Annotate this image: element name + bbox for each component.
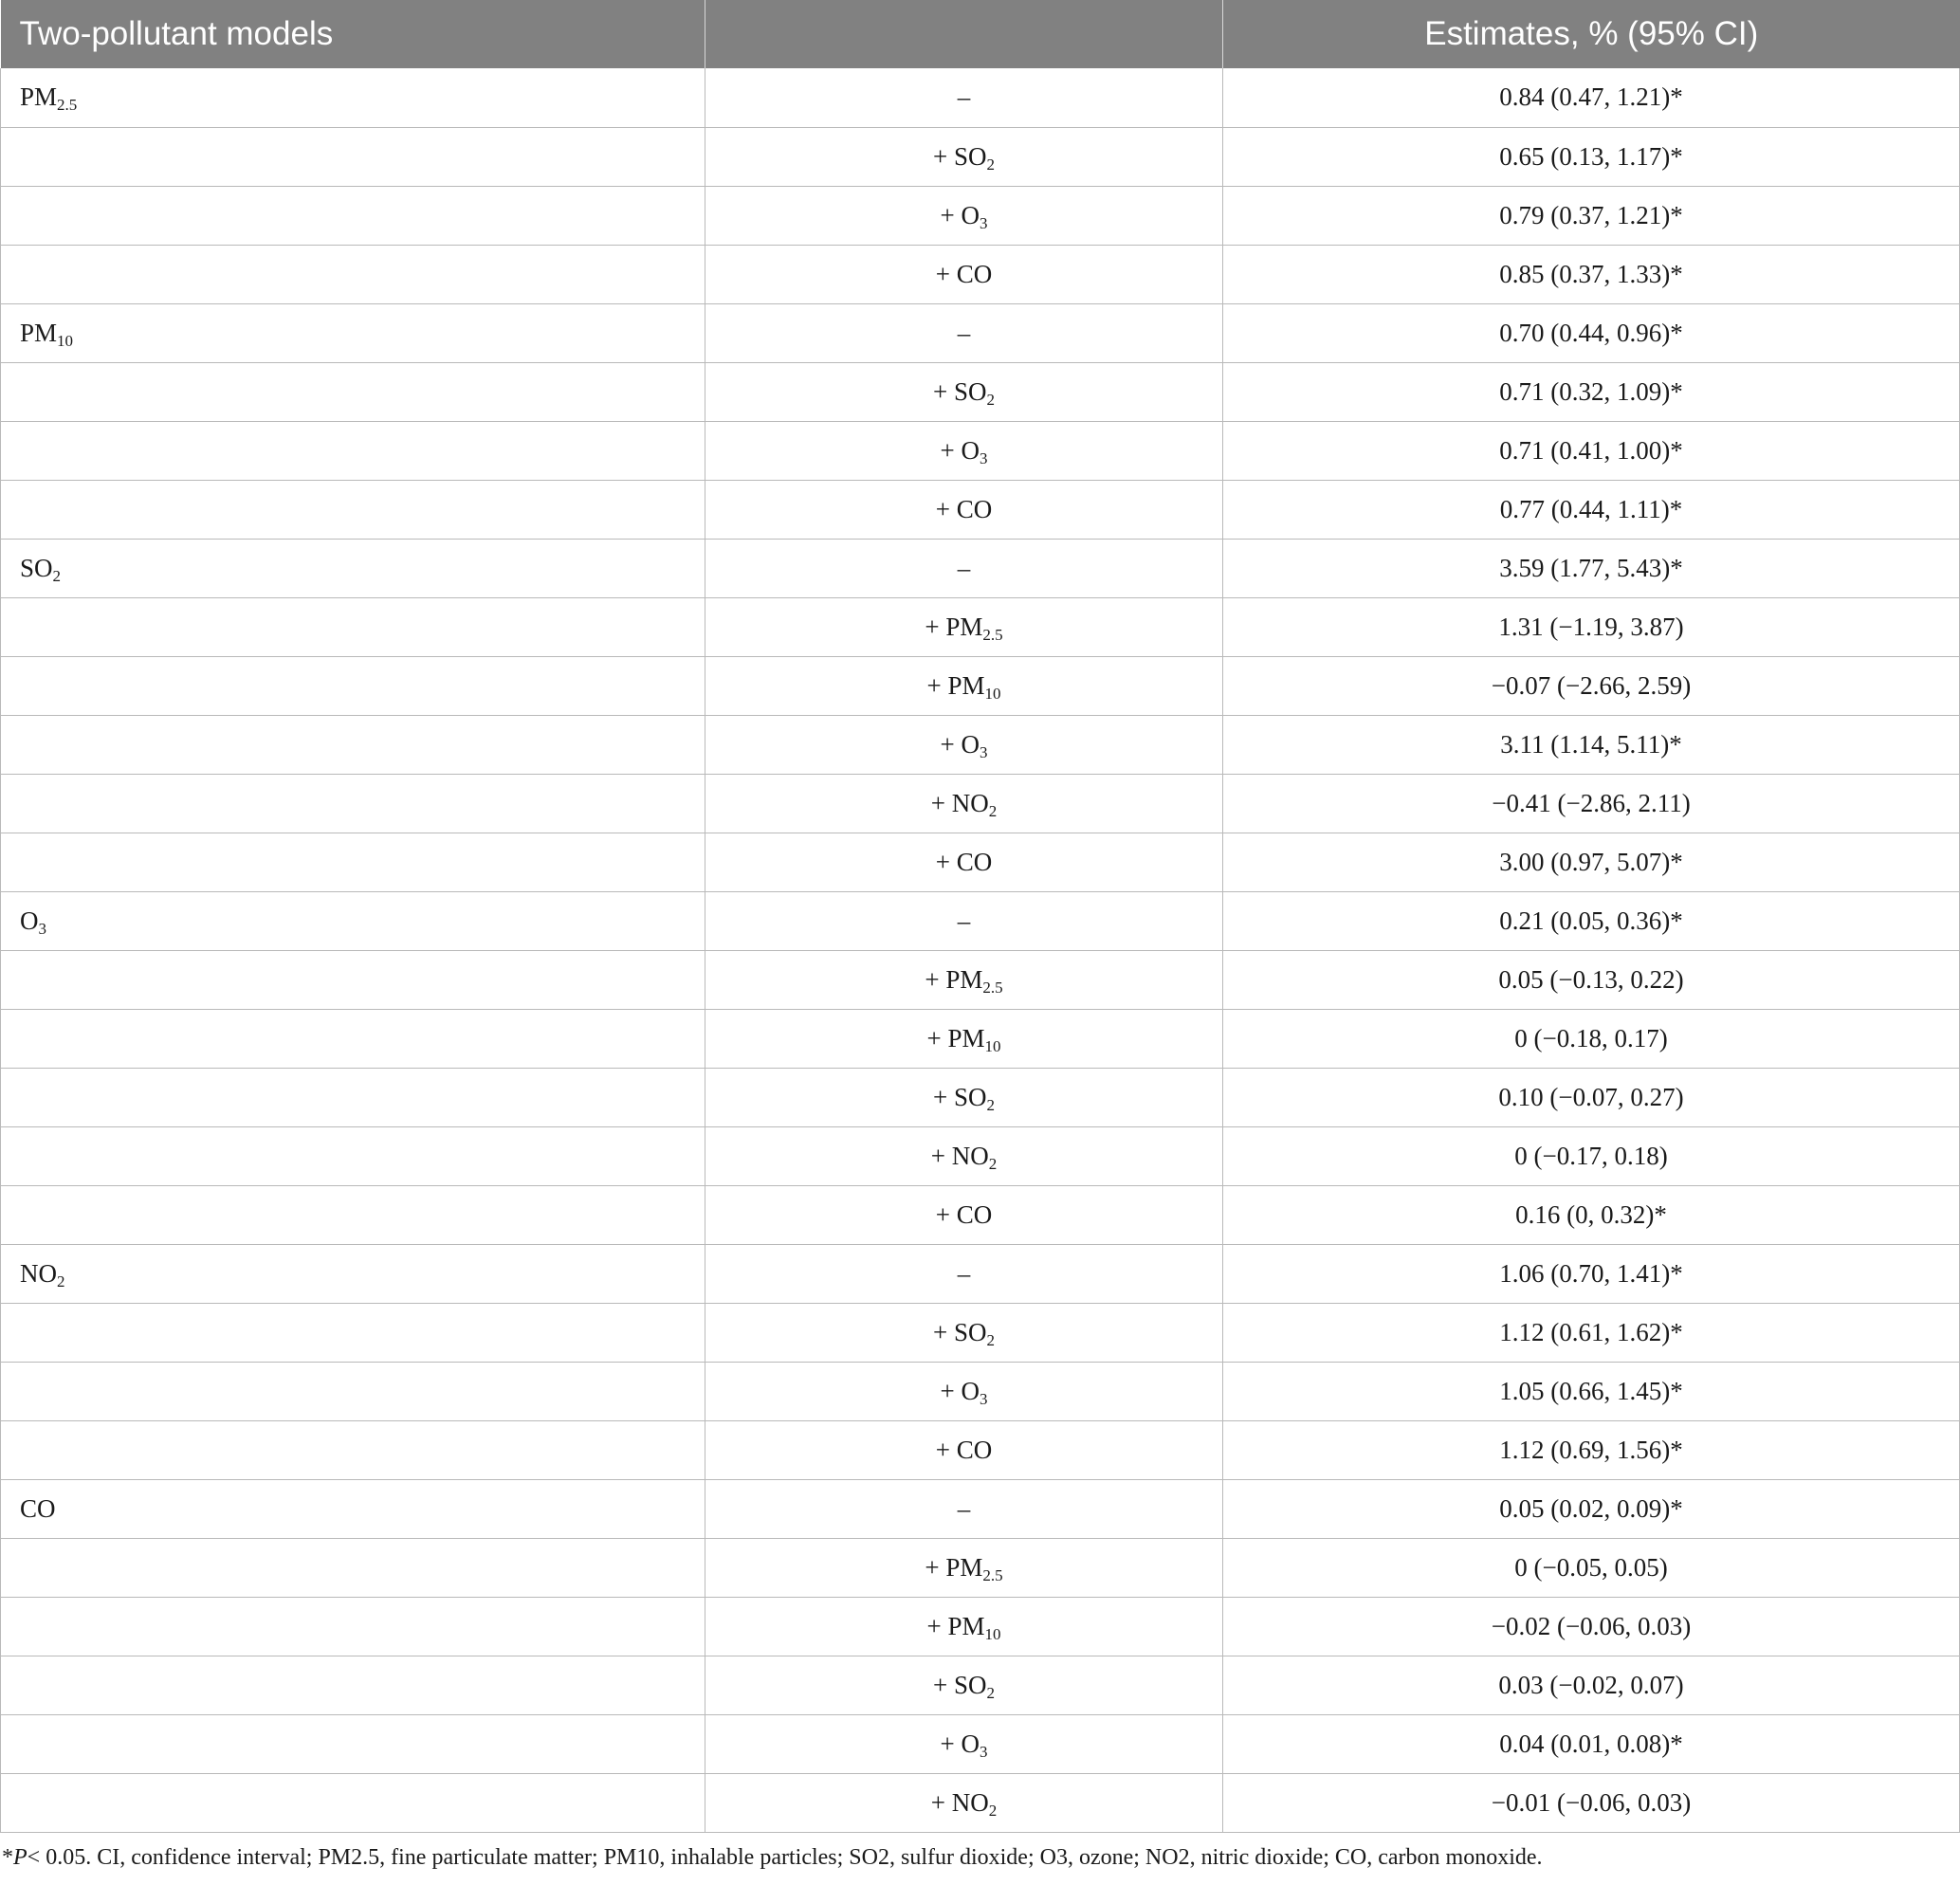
table-row: [1, 1362, 1960, 1420]
estimate-cell-text: 0.71 (0.41, 1.00)*: [1499, 435, 1683, 465]
estimate-cell: [1223, 950, 1960, 1009]
footnote-marker: *: [2, 1845, 13, 1870]
adjustment-cell: [705, 1009, 1223, 1068]
adjustment-cell-text: + O: [940, 1729, 980, 1758]
adjustment-cell-subscript: 10: [984, 1036, 1001, 1055]
pollutant-cell-text: SO: [20, 553, 53, 582]
estimate-cell-text: −0.01 (−0.06, 0.03): [1491, 1787, 1692, 1817]
estimate-cell: [1223, 774, 1960, 833]
table-row: [1, 1009, 1960, 1068]
table-row: [1, 1303, 1960, 1362]
header-two-pollutant-models: Two-pollutant models: [1, 0, 705, 68]
estimate-cell-text: 0.21 (0.05, 0.36)*: [1499, 906, 1683, 935]
table-row: [1, 1420, 1960, 1479]
table-row: [1, 1068, 1960, 1126]
estimate-cell: [1223, 68, 1960, 127]
adjustment-cell-text: + NO: [930, 788, 989, 817]
estimate-cell-text: −0.02 (−0.06, 0.03): [1491, 1611, 1692, 1640]
adjustment-cell: [705, 186, 1223, 245]
estimate-cell: [1223, 1362, 1960, 1420]
table-row: [1, 1773, 1960, 1832]
adjustment-cell: [705, 1597, 1223, 1656]
estimate-cell: [1223, 1656, 1960, 1714]
pollutant-cell: [1, 1303, 705, 1362]
pollutant-cell: [1, 1538, 705, 1597]
estimate-cell-text: 0.84 (0.47, 1.21)*: [1499, 82, 1683, 112]
adjustment-cell-subscript: 2: [986, 155, 995, 174]
table-row: [1, 1714, 1960, 1773]
table-row: [1, 68, 1960, 127]
pollutant-cell: [1, 1126, 705, 1185]
estimate-cell: [1223, 891, 1960, 950]
estimate-cell-text: 1.12 (0.69, 1.56)*: [1499, 1435, 1683, 1464]
adjustment-cell: [705, 68, 1223, 127]
estimate-cell: [1223, 362, 1960, 421]
estimate-cell: [1223, 656, 1960, 715]
table-row: [1, 1244, 1960, 1303]
adjustment-cell-text: + PM: [925, 964, 983, 994]
estimate-cell: [1223, 715, 1960, 774]
adjustment-cell-subscript: 2: [986, 390, 995, 409]
table-row: [1, 597, 1960, 656]
pollutant-cell: [1, 715, 705, 774]
table-row: [1, 1538, 1960, 1597]
header-row: [1, 0, 1960, 68]
adjustment-cell: [705, 1185, 1223, 1244]
adjustment-cell: [705, 127, 1223, 186]
adjustment-cell-text: –: [957, 1258, 971, 1288]
estimate-cell: [1223, 1185, 1960, 1244]
estimate-cell: [1223, 597, 1960, 656]
estimate-cell: [1223, 833, 1960, 891]
footnote-text: < 0.05. CI, confidence interval; PM2.5, fine particulate matter; PM10, inhalable particles; SO2, sulfur dioxide; O3, ozone; NO2, nitric dioxide; CO, carbon monoxide.: [27, 1845, 1543, 1870]
estimate-cell: [1223, 1597, 1960, 1656]
adjustment-cell: [705, 480, 1223, 539]
estimate-cell: [1223, 186, 1960, 245]
adjustment-cell-text: + CO: [935, 847, 993, 876]
adjustment-cell-subscript: 3: [979, 742, 988, 761]
estimate-cell-text: 0.79 (0.37, 1.21)*: [1499, 200, 1683, 229]
estimate-cell-text: 0.04 (0.01, 0.08)*: [1499, 1729, 1683, 1758]
estimate-cell: [1223, 1538, 1960, 1597]
table-row: [1, 1656, 1960, 1714]
estimate-cell-text: 0.05 (−0.13, 0.22): [1498, 964, 1684, 994]
adjustment-cell: [705, 362, 1223, 421]
adjustment-cell-subscript: 2: [986, 1095, 995, 1114]
adjustment-cell-subscript: 2.5: [982, 1565, 1003, 1584]
adjustment-cell: [705, 1244, 1223, 1303]
estimate-cell-text: 0.77 (0.44, 1.11)*: [1499, 494, 1683, 523]
estimate-cell: [1223, 1303, 1960, 1362]
adjustment-cell: [705, 1773, 1223, 1832]
estimate-cell-text: 1.05 (0.66, 1.45)*: [1499, 1376, 1683, 1405]
header-estimates: Estimates, % (95% CI): [1223, 0, 1960, 68]
adjustment-cell: [705, 421, 1223, 480]
pollutant-cell: [1, 833, 705, 891]
adjustment-cell: [705, 1714, 1223, 1773]
estimate-cell-text: 3.11 (1.14, 5.11)*: [1500, 729, 1682, 759]
adjustment-cell-text: –: [957, 1493, 971, 1523]
table-row: [1, 539, 1960, 597]
table-row: [1, 950, 1960, 1009]
table-header: [1, 0, 1960, 68]
adjustment-cell-text: + PM: [925, 612, 983, 641]
estimate-cell-text: 0 (−0.05, 0.05): [1514, 1552, 1668, 1582]
pollutant-cell: [1, 891, 705, 950]
pollutant-cell: [1, 950, 705, 1009]
adjustment-cell: [705, 597, 1223, 656]
estimate-cell-text: 0 (−0.18, 0.17): [1514, 1023, 1668, 1052]
adjustment-cell-text: + SO: [933, 1670, 987, 1699]
adjustment-cell-subscript: 3: [979, 448, 988, 467]
pollutant-cell: [1, 245, 705, 303]
estimate-cell-text: 0.70 (0.44, 0.96)*: [1499, 318, 1683, 347]
table-row: [1, 774, 1960, 833]
pollutant-cell: [1, 362, 705, 421]
adjustment-cell: [705, 1420, 1223, 1479]
table-row: [1, 421, 1960, 480]
table-body: [1, 68, 1960, 1832]
estimate-cell-text: −0.41 (−2.86, 2.11): [1492, 788, 1691, 817]
estimate-cell: [1223, 303, 1960, 362]
adjustment-cell-text: + O: [940, 1376, 980, 1405]
pollutant-cell-text: NO: [20, 1258, 57, 1288]
adjustment-cell: [705, 774, 1223, 833]
adjustment-cell-subscript: 2: [986, 1683, 995, 1702]
pollutant-cell-text: CO: [20, 1493, 56, 1523]
estimate-cell: [1223, 1068, 1960, 1126]
adjustment-cell-subscript: 3: [979, 1389, 988, 1408]
table-row: [1, 833, 1960, 891]
table-row: [1, 245, 1960, 303]
adjustment-cell: [705, 539, 1223, 597]
adjustment-cell-subscript: 3: [979, 1742, 988, 1761]
adjustment-cell: [705, 891, 1223, 950]
pollutant-cell: [1, 1479, 705, 1538]
estimate-cell-text: 3.59 (1.77, 5.43)*: [1499, 553, 1683, 582]
estimate-cell: [1223, 421, 1960, 480]
header-adjustment: [705, 0, 1223, 68]
pollutant-cell: [1, 539, 705, 597]
table-row: [1, 480, 1960, 539]
adjustment-cell-text: + PM: [926, 1611, 985, 1640]
pollutant-cell: [1, 597, 705, 656]
estimate-cell-text: 1.12 (0.61, 1.62)*: [1499, 1317, 1683, 1346]
adjustment-cell: [705, 1126, 1223, 1185]
estimate-cell-text: 0.05 (0.02, 0.09)*: [1499, 1493, 1683, 1523]
table-row: [1, 891, 1960, 950]
adjustment-cell: [705, 1538, 1223, 1597]
table-row: [1, 186, 1960, 245]
adjustment-cell: [705, 303, 1223, 362]
table-row: [1, 127, 1960, 186]
adjustment-cell-subscript: 2: [988, 801, 998, 820]
adjustment-cell-subscript: 2.5: [982, 625, 1003, 644]
pollutant-cell: [1, 303, 705, 362]
adjustment-cell-text: + NO: [930, 1141, 989, 1170]
adjustment-cell: [705, 950, 1223, 1009]
pollutant-cell: [1, 68, 705, 127]
adjustment-cell: [705, 715, 1223, 774]
adjustment-cell-text: –: [957, 553, 971, 582]
pollutant-cell: [1, 1714, 705, 1773]
pollutant-cell: [1, 1244, 705, 1303]
estimate-cell: [1223, 1479, 1960, 1538]
table-row: [1, 1597, 1960, 1656]
adjustment-cell-text: + O: [940, 729, 980, 759]
adjustment-cell-subscript: 2: [988, 1801, 998, 1820]
pollutant-cell-text: PM: [20, 318, 58, 347]
table-row: [1, 1126, 1960, 1185]
pollutant-cell: [1, 656, 705, 715]
estimate-cell: [1223, 1714, 1960, 1773]
pollutant-cell-subscript: 10: [57, 331, 74, 350]
pollutant-cell: [1, 1420, 705, 1479]
table-row: [1, 656, 1960, 715]
estimate-cell: [1223, 1420, 1960, 1479]
adjustment-cell-text: + PM: [926, 1023, 985, 1052]
adjustment-cell: [705, 245, 1223, 303]
table-row: [1, 303, 1960, 362]
adjustment-cell-text: + CO: [935, 259, 993, 288]
adjustment-cell-text: + SO: [933, 1082, 987, 1111]
pollutant-cell: [1, 1362, 705, 1420]
pollutant-cell: [1, 127, 705, 186]
adjustment-cell-subscript: 10: [984, 684, 1001, 703]
table-row: [1, 362, 1960, 421]
adjustment-cell-text: + NO: [930, 1787, 989, 1817]
estimate-cell: [1223, 1244, 1960, 1303]
adjustment-cell-text: + SO: [933, 1317, 987, 1346]
adjustment-cell-text: + O: [940, 200, 980, 229]
pollutant-cell: [1, 1773, 705, 1832]
pollutant-cell-subscript: 2: [57, 1272, 65, 1290]
estimate-cell: [1223, 127, 1960, 186]
estimate-cell-text: −0.07 (−2.66, 2.59): [1491, 670, 1692, 700]
pollutant-cell-subscript: 3: [38, 919, 46, 938]
footnote-p-symbol: P: [13, 1845, 27, 1870]
adjustment-cell: [705, 1362, 1223, 1420]
pollutant-cell: [1, 186, 705, 245]
estimate-cell-text: 3.00 (0.97, 5.07)*: [1499, 847, 1683, 876]
adjustment-cell-subscript: 2: [988, 1154, 998, 1173]
estimate-cell-text: 0.65 (0.13, 1.17)*: [1499, 141, 1683, 171]
adjustment-cell-text: + SO: [933, 376, 987, 406]
estimate-cell-text: 0.03 (−0.02, 0.07): [1498, 1670, 1684, 1699]
adjustment-cell-text: –: [957, 318, 971, 347]
table-row: [1, 1185, 1960, 1244]
estimate-cell: [1223, 1126, 1960, 1185]
adjustment-cell-text: –: [957, 906, 971, 935]
adjustment-cell-subscript: 3: [979, 213, 988, 232]
pollutant-cell-subscript: 2.5: [57, 96, 78, 115]
adjustment-cell-text: + CO: [935, 494, 993, 523]
estimate-cell: [1223, 1773, 1960, 1832]
adjustment-cell: [705, 656, 1223, 715]
adjustment-cell: [705, 1479, 1223, 1538]
adjustment-cell: [705, 833, 1223, 891]
pollutant-cell: [1, 1068, 705, 1126]
pollutant-cell: [1, 1656, 705, 1714]
adjustment-cell-text: –: [957, 82, 971, 112]
estimate-cell: [1223, 1009, 1960, 1068]
estimate-cell-text: 1.31 (−1.19, 3.87): [1498, 612, 1684, 641]
estimate-cell-text: 0.85 (0.37, 1.33)*: [1499, 259, 1683, 288]
adjustment-cell-subscript: 2.5: [982, 978, 1003, 997]
table-row: [1, 715, 1960, 774]
adjustment-cell: [705, 1068, 1223, 1126]
pollutant-cell: [1, 1597, 705, 1656]
adjustment-cell: [705, 1656, 1223, 1714]
estimate-cell-text: 0 (−0.17, 0.18): [1514, 1141, 1668, 1170]
pollutant-cell: [1, 1009, 705, 1068]
pollutant-cell-text: O: [20, 906, 39, 935]
adjustment-cell: [705, 1303, 1223, 1362]
estimate-cell: [1223, 480, 1960, 539]
adjustment-cell-text: + PM: [925, 1552, 983, 1582]
pollutant-cell: [1, 480, 705, 539]
estimate-cell-text: 0.10 (−0.07, 0.27): [1498, 1082, 1684, 1111]
adjustment-cell-text: + CO: [935, 1435, 993, 1464]
pollutant-cell: [1, 774, 705, 833]
adjustment-cell-subscript: 10: [984, 1624, 1001, 1643]
pollutant-cell: [1, 1185, 705, 1244]
table-row: [1, 1479, 1960, 1538]
adjustment-cell-subscript: 2: [986, 1330, 995, 1349]
pollutant-cell: [1, 421, 705, 480]
pollutant-cell-text: PM: [20, 82, 58, 112]
adjustment-cell-text: + CO: [935, 1199, 993, 1229]
table-footnote: [2, 1845, 1543, 1871]
estimate-cell-text: 1.06 (0.70, 1.41)*: [1499, 1258, 1683, 1288]
estimate-cell: [1223, 245, 1960, 303]
pollutant-cell-subscript: 2: [52, 566, 62, 585]
estimate-cell: [1223, 539, 1960, 597]
adjustment-cell-text: + SO: [933, 141, 987, 171]
estimate-cell-text: 0.16 (0, 0.32)*: [1515, 1199, 1667, 1229]
adjustment-cell-text: + O: [940, 435, 980, 465]
estimate-cell-text: 0.71 (0.32, 1.09)*: [1499, 376, 1683, 406]
adjustment-cell-text: + PM: [926, 670, 985, 700]
